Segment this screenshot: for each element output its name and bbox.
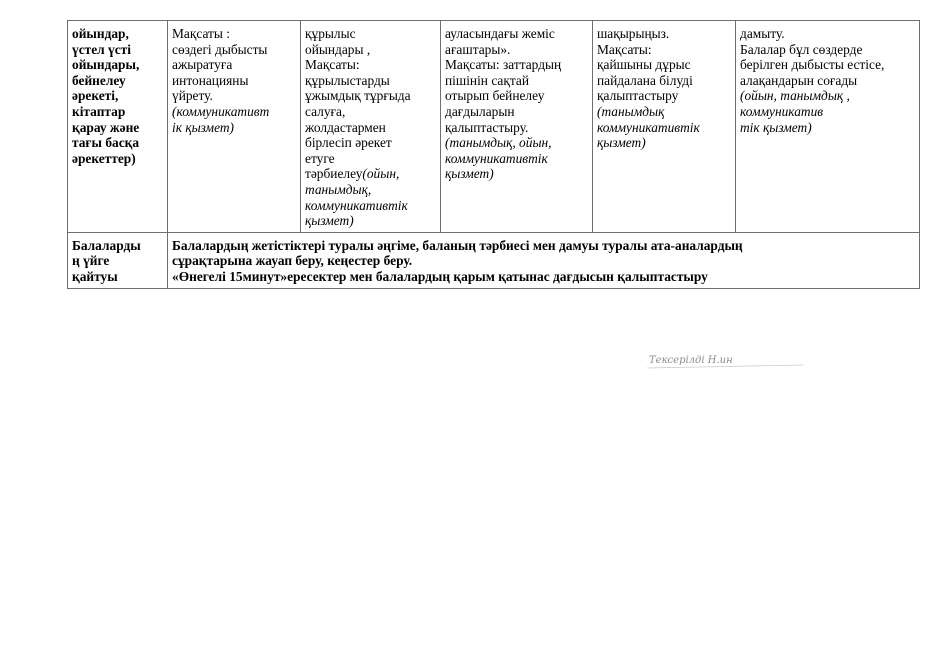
cell-friday: дамыту. Балалар бұл сөздерде берілген дыбысты естісе, алақандарын соғады (ойын, танымдық , коммуникатив тік қызмет) [736, 21, 920, 233]
cell-monday: Мақсаты : сөздегі дыбысты ажыратуға интонацияны үйрету. (коммуникативт ік қызмет) [168, 21, 301, 233]
cell-going-home-content: Балалардың жетістіктері туралы әңгіме, баланың тәрбиесі мен дамуы туралы ата-аналардың сұрақтарына жауап беру, кеңестер беру. «Өнегелі 15минут»ересектер мен балалардың қарым қатынас дағдысын қалыптастыру [168, 232, 920, 288]
row-label-going-home: Балаларды ң үйге қайтуы [68, 232, 168, 288]
schedule-table [67, 20, 920, 289]
cell-tuesday: құрылыс ойындары , Мақсаты: құрылыстарды ұжымдық тұрғыда салуға, жолдастармен бірлесіп әрекет етуге тәрбиелеу(ойын, танымдық, коммуникативтік қызмет) [301, 21, 441, 233]
row-label-activities: ойындар, үстел үсті ойындары, бейнелеу әрекеті, кітаптар қарау және тағы басқа әрекеттер) [68, 21, 168, 233]
cell-wednesday: ауласындағы жеміс ағаштары». Мақсаты: заттардың пішінін сақтай отырып бейнелеу дағдыларын қалыптастыру. (танымдық, ойын, коммуникативтік қызмет) [441, 21, 593, 233]
signature-text: Тексерілді Н.ин [649, 355, 733, 366]
table-row-going-home [68, 232, 920, 288]
signature-stamp [645, 350, 805, 372]
table-row-activities [68, 21, 920, 233]
cell-thursday: шақырыңыз. Мақсаты: қайшыны дұрыс пайдалана білуді қалыптастыру (танымдық коммуникативтік қызмет) [593, 21, 736, 233]
